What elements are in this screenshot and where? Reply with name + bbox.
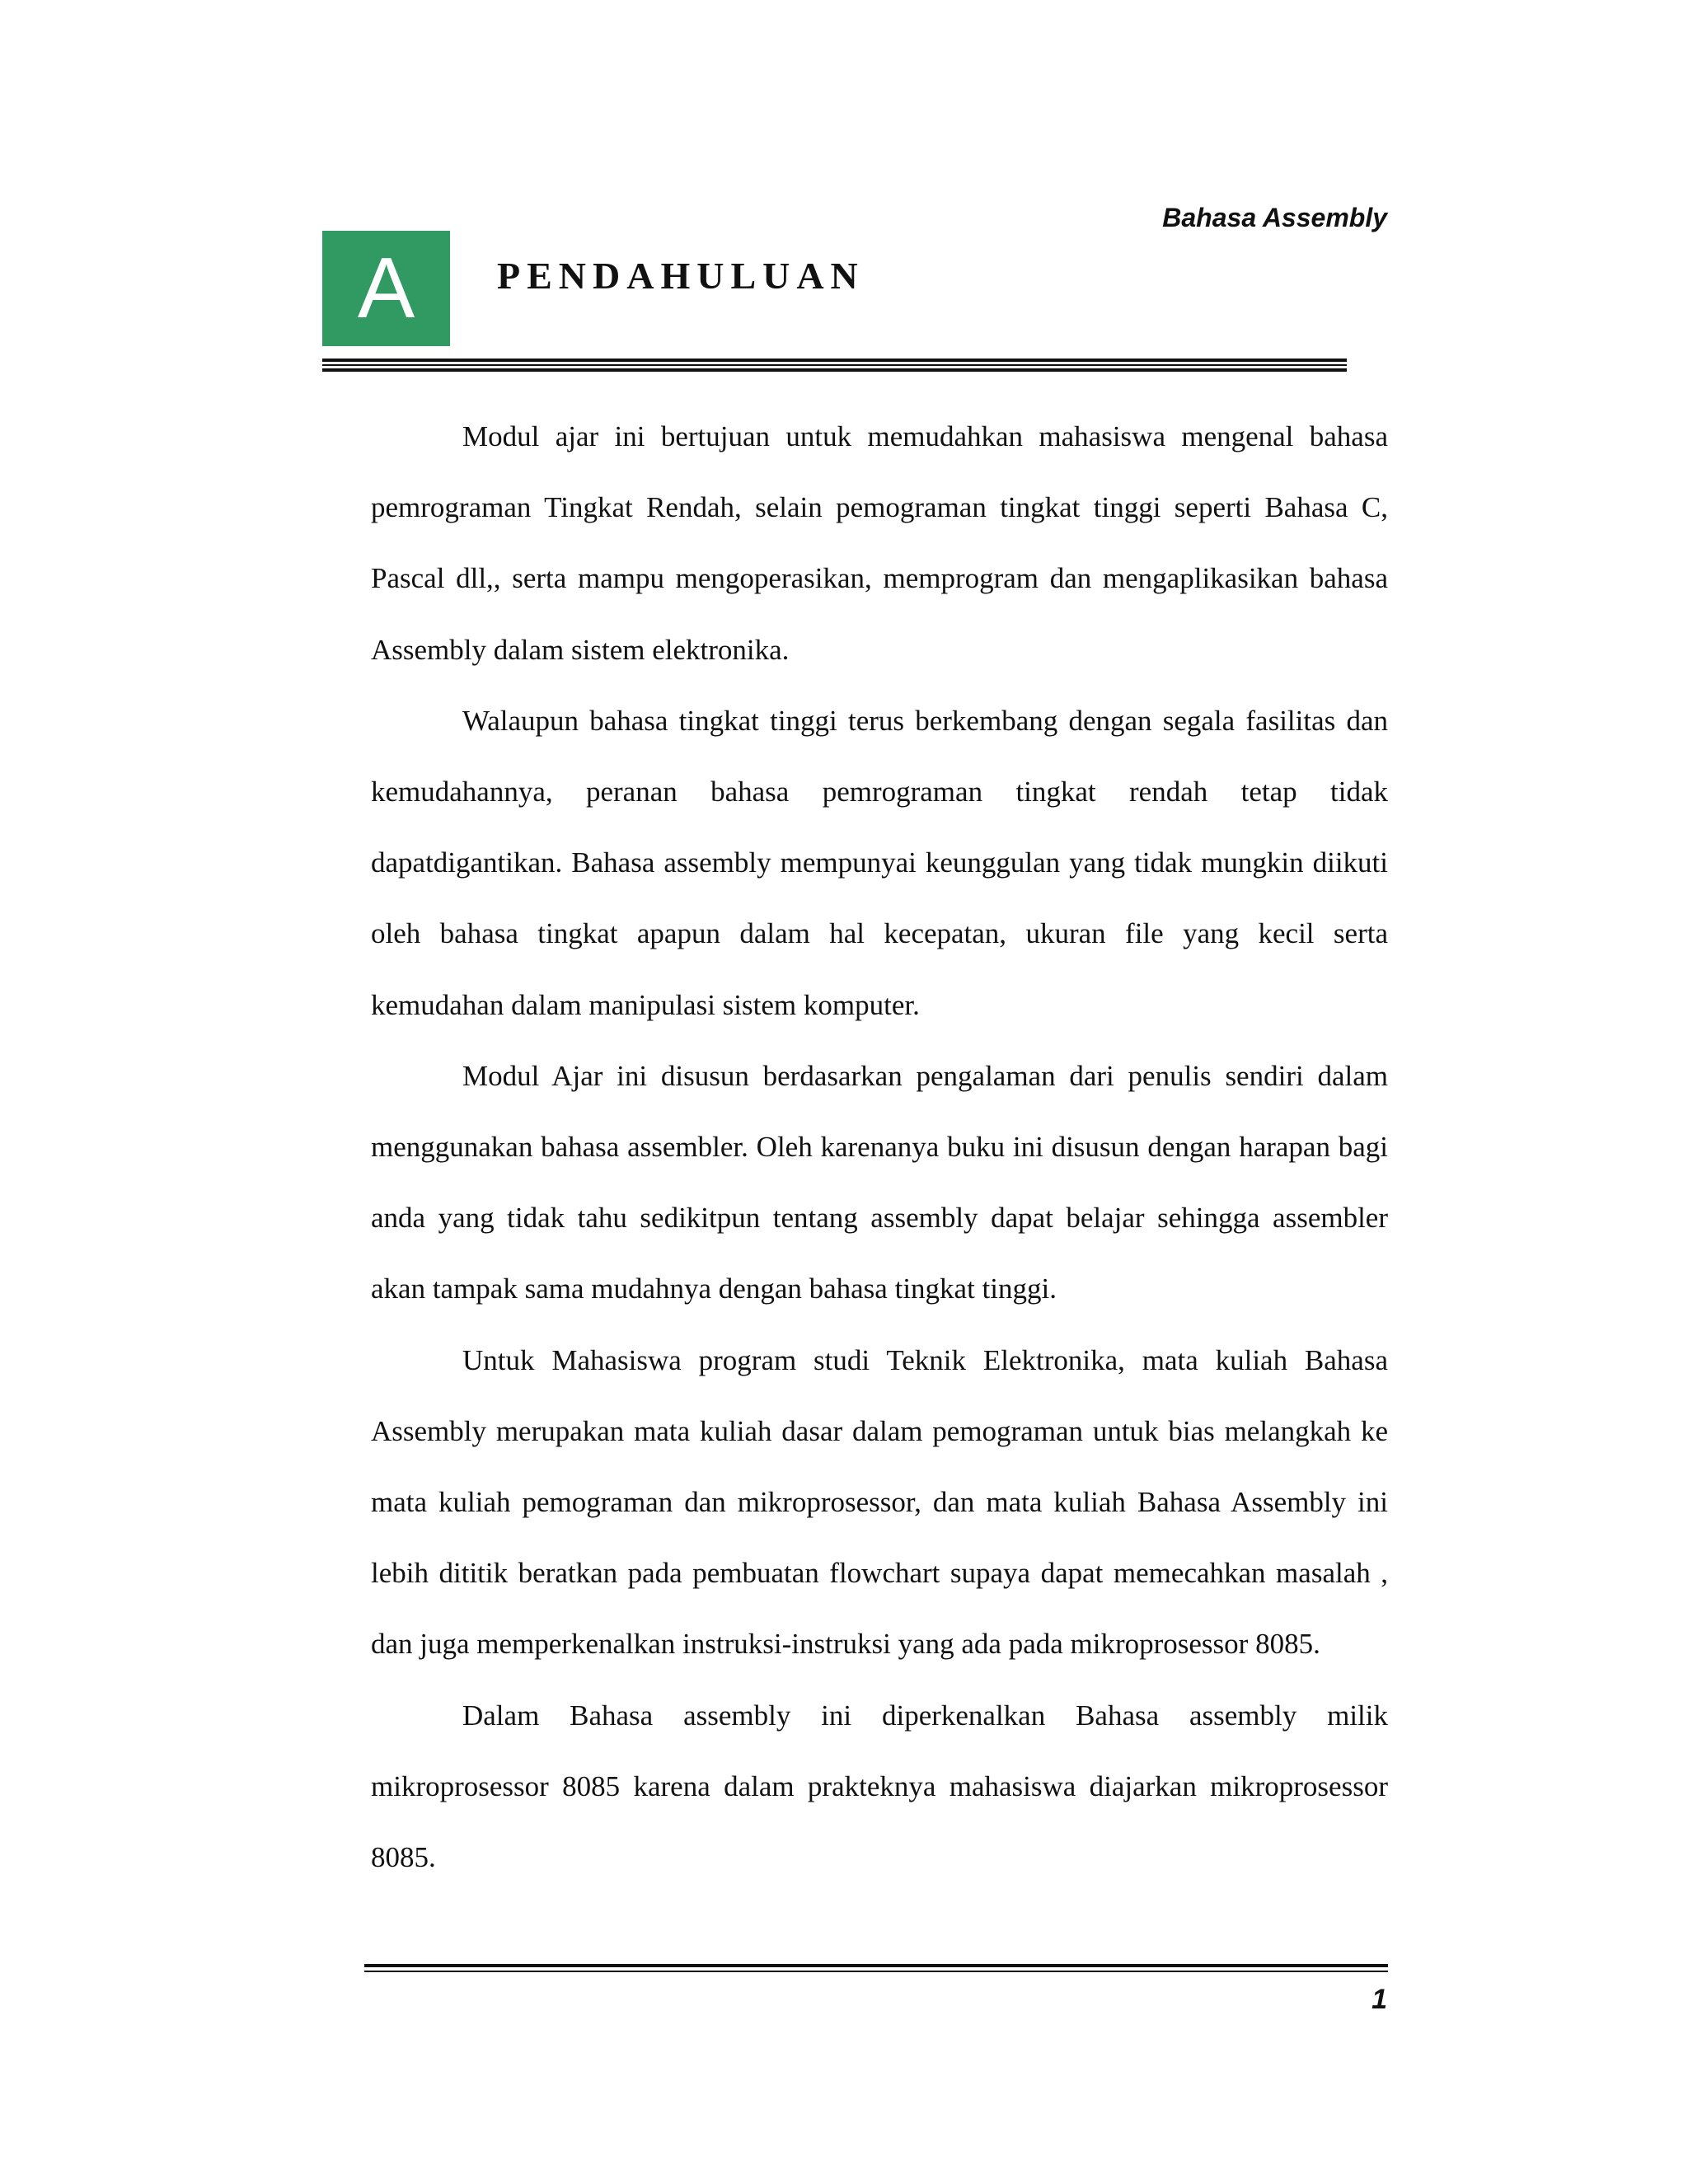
paragraph: Modul Ajar ini disusun berdasarkan pengalaman dari penulis sendiri dalam menggunakan bahasa assembler. Oleh karenanya buku ini disusun dengan harapan bagi anda yang tidak tahu sedikitpun tentang assembly dapat belajar sehingga assembler akan tampak sama mudahnya dengan bahasa tingkat tinggi. [371, 1059, 1388, 1305]
running-header-title: Bahasa Assembly [1162, 203, 1387, 232]
chapter-letter-badge: A [322, 231, 450, 346]
paragraph: Walaupun bahasa tingkat tinggi terus berkembang dengan segala fasilitas dan kemudahannya, peranan bahasa pemrograman tingkat rendah tetap tidak dapatdigantikan. Bahasa assembly mempunyai keunggulan yang tidak mungkin diikuti oleh bahasa tingkat apapun dalam hal kecepatan, ukuran file yang kecil serta kemudahan dalam manipulasi sistem komputer. [371, 704, 1388, 1021]
body-text [371, 401, 1388, 1893]
paragraph: Dalam Bahasa assembly ini diperkenalkan Bahasa assembly milik mikroprosessor 8085 karena dalam prakteknya mahasiswa diajarkan mikroprosessor 8085. [371, 1699, 1388, 1874]
page-number: 1 [1372, 1984, 1387, 2015]
paragraph: Modul ajar ini bertujuan untuk memudahkan mahasiswa mengenal bahasa pemrograman Tingkat Rendah, selain pemograman tingkat tinggi seperti Bahasa C, Pascal dll,, serta mampu mengoperasikan, memprogram dan mengaplikasikan bahasa Assembly dalam sistem elektronika. [371, 420, 1388, 666]
chapter-title: PENDAHULUAN [497, 255, 865, 297]
paragraph: Untuk Mahasiswa program studi Teknik Elektronika, mata kuliah Bahasa Assembly merupakan mata kuliah dasar dalam pemograman untuk bias melangkah ke mata kuliah pemograman dan mikroprosessor, dan mata kuliah Bahasa Assembly ini lebih dititik beratkan pada pembuatan flowchart supaya dapat memecahkan masalah , dan juga memperkenalkan instruksi-instruksi yang ada pada mikroprosessor 8085. [371, 1343, 1388, 1661]
